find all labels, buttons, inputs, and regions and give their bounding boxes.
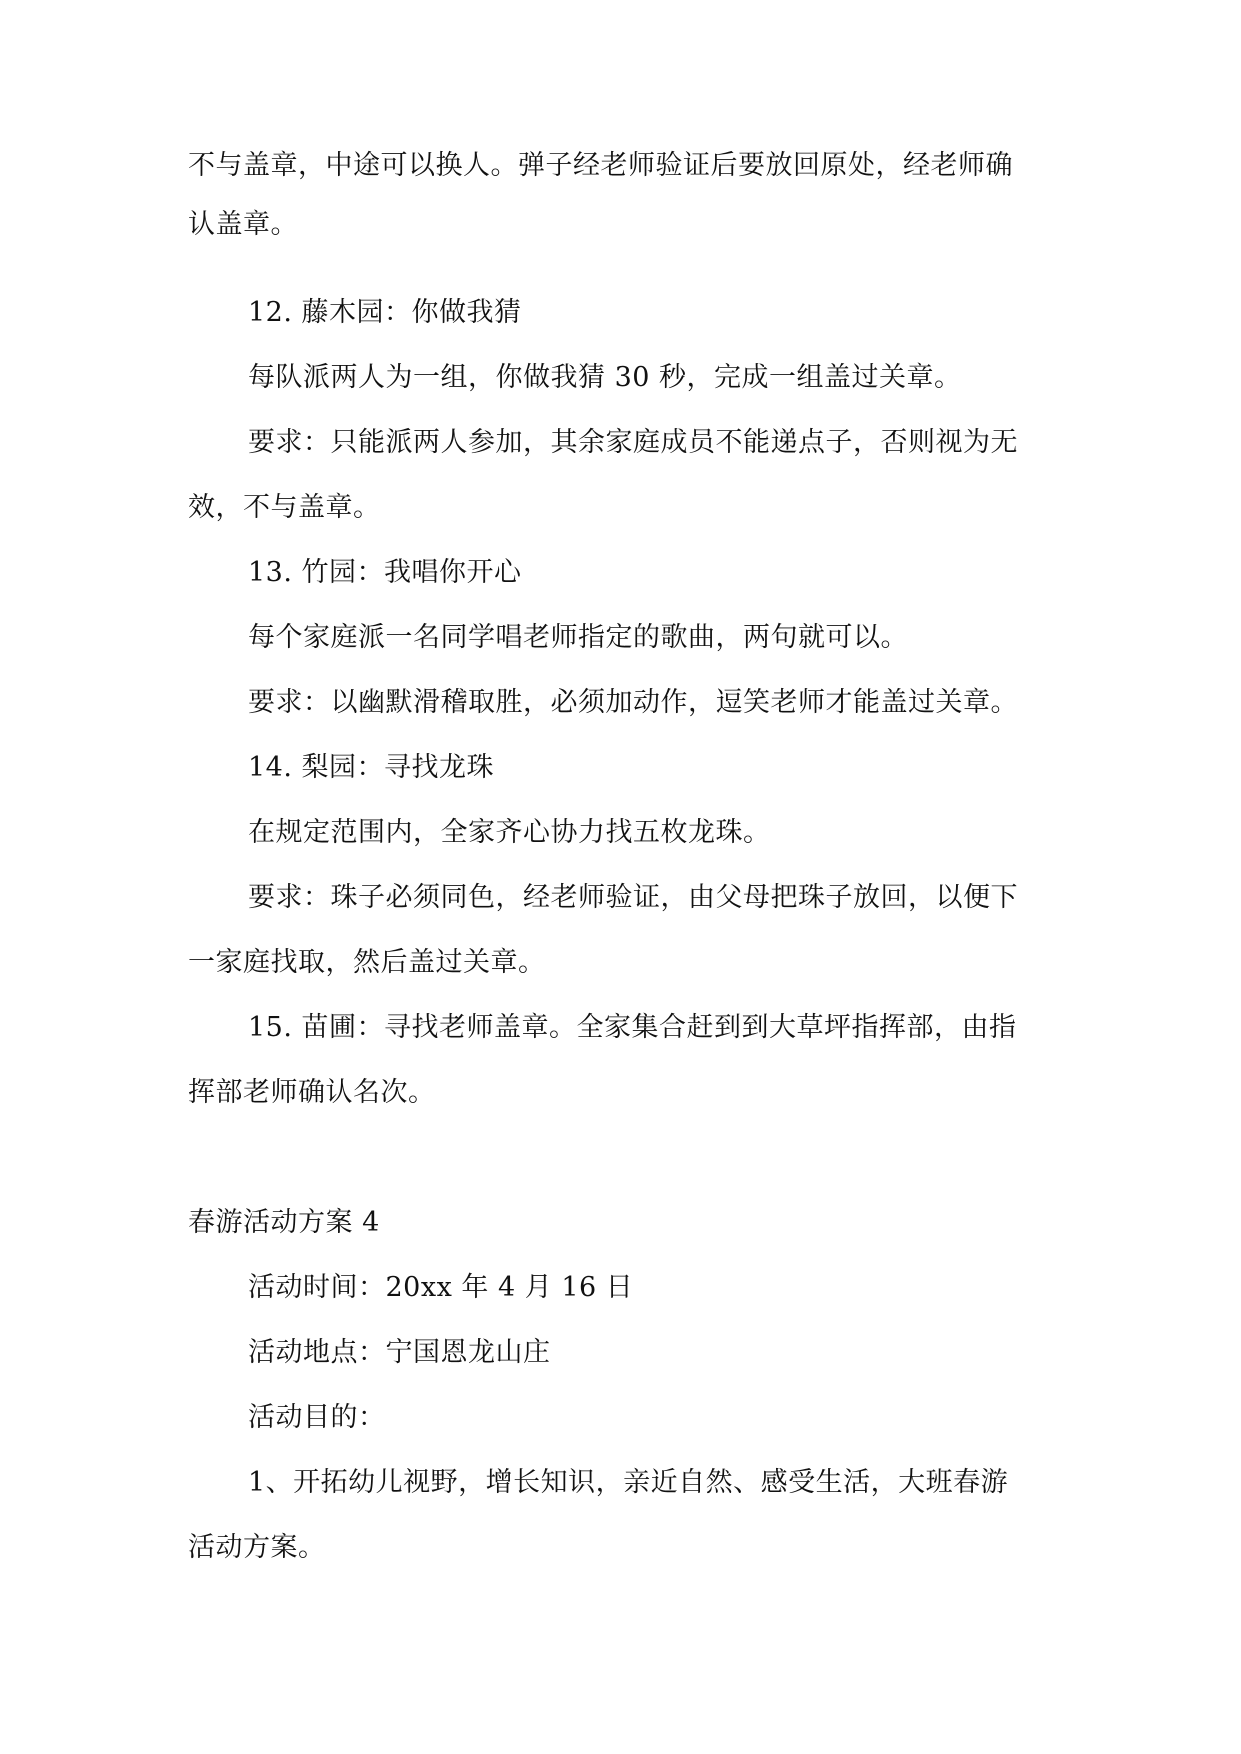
paragraph-line-5: 效，不与盖章。 — [188, 492, 381, 523]
activity-time: 活动时间：20xx 年 4 月 16 日 — [248, 1272, 634, 1303]
paragraph-line-9: 要求：珠子必须同色，经老师验证，由父母把珠子放回，以便下 — [248, 882, 1018, 913]
activity-purpose-heading: 活动目的： — [248, 1402, 386, 1433]
paragraph-line-4: 要求：只能派两人参加，其余家庭成员不能递点子，否则视为无 — [248, 427, 1018, 458]
section-heading-15: 15. 苗圃：寻找老师盖章。全家集合赶到到大草坪指挥部，由指 — [248, 1012, 1017, 1043]
paragraph-line-12: 1、开拓幼儿视野，增长知识，亲近自然、感受生活，大班春游 — [248, 1467, 1009, 1498]
paragraph-line-3: 每队派两人为一组，你做我猜 30 秒，完成一组盖过关章。 — [248, 362, 962, 393]
paragraph-line-8: 在规定范围内，全家齐心协力找五枚龙珠。 — [248, 817, 771, 848]
section-heading-12: 12. 藤木园：你做我猜 — [248, 297, 522, 328]
document-title: 春游活动方案 4 — [188, 1207, 380, 1238]
activity-location: 活动地点：宁国恩龙山庄 — [248, 1337, 551, 1368]
paragraph-line-2: 认盖章。 — [188, 209, 298, 240]
paragraph-line-11: 挥部老师确认名次。 — [188, 1077, 436, 1108]
paragraph-line-13: 活动方案。 — [188, 1532, 326, 1563]
section-heading-14: 14. 梨园：寻找龙珠 — [248, 752, 495, 783]
paragraph-line-1: 不与盖章，中途可以换人。弹子经老师验证后要放回原处，经老师确 — [188, 150, 1013, 181]
section-heading-13: 13. 竹园：我唱你开心 — [248, 557, 522, 588]
paragraph-line-6: 每个家庭派一名同学唱老师指定的歌曲，两句就可以。 — [248, 622, 908, 653]
paragraph-line-10: 一家庭找取，然后盖过关章。 — [188, 947, 546, 978]
paragraph-line-7: 要求：以幽默滑稽取胜，必须加动作，逗笑老师才能盖过关章。 — [248, 687, 1018, 718]
